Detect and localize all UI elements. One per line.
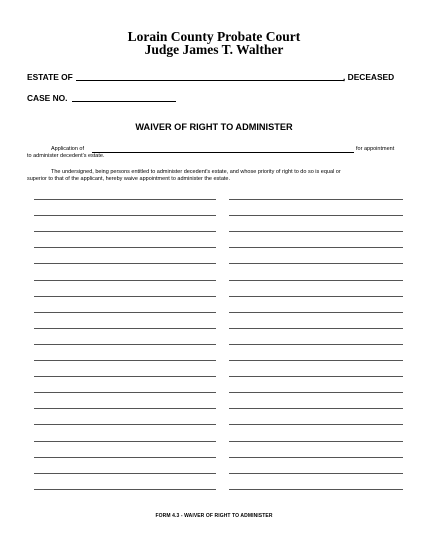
signature-line[interactable] <box>229 441 403 442</box>
signature-line[interactable] <box>34 312 216 313</box>
case-no-label: CASE NO. <box>27 93 68 103</box>
signature-line[interactable] <box>34 231 216 232</box>
judge-name: Judge James T. Walther <box>144 42 284 57</box>
applicant-name-field[interactable] <box>92 152 354 153</box>
signature-line[interactable] <box>34 247 216 248</box>
application-suffix: for appointment <box>356 146 395 152</box>
signature-line[interactable] <box>34 489 216 490</box>
signature-line[interactable] <box>229 199 403 200</box>
undersigned-line-1: The undersigned, being persons entitled to administer decedent's estate, and whose priority of right to do so is equal or <box>51 169 341 175</box>
signature-line[interactable] <box>229 312 403 313</box>
signature-line[interactable] <box>34 280 216 281</box>
signature-line[interactable] <box>229 457 403 458</box>
signature-line[interactable] <box>229 328 403 329</box>
signature-line[interactable] <box>34 344 216 345</box>
form-footer: FORM 4.3 - WAIVER OF RIGHT TO ADMINISTER <box>155 513 273 519</box>
signature-line[interactable] <box>34 328 216 329</box>
court-name: Lorain County Probate Court <box>127 29 301 44</box>
deceased-label: , DECEASED <box>343 72 395 82</box>
signature-line[interactable] <box>34 473 216 474</box>
signature-line[interactable] <box>229 360 403 361</box>
signature-line[interactable] <box>34 424 216 425</box>
signature-line[interactable] <box>229 473 403 474</box>
signature-line[interactable] <box>34 392 216 393</box>
signature-line[interactable] <box>34 296 216 297</box>
signature-line[interactable] <box>229 489 403 490</box>
estate-of-label: ESTATE OF <box>27 72 73 82</box>
estate-name-field[interactable] <box>76 80 344 81</box>
signature-line[interactable] <box>229 296 403 297</box>
signature-line[interactable] <box>229 280 403 281</box>
signature-line[interactable] <box>229 215 403 216</box>
undersigned-line-2: superior to that of the applicant, hereby waive appointment to administer the estate. <box>27 176 231 182</box>
signature-line[interactable] <box>229 231 403 232</box>
signature-line[interactable] <box>34 360 216 361</box>
signature-line[interactable] <box>229 344 403 345</box>
signature-line[interactable] <box>229 392 403 393</box>
signature-line[interactable] <box>34 441 216 442</box>
signature-line[interactable] <box>34 263 216 264</box>
signature-line[interactable] <box>34 199 216 200</box>
signature-line[interactable] <box>229 376 403 377</box>
application-prefix: Application of <box>51 146 85 152</box>
signature-line[interactable] <box>34 215 216 216</box>
signature-line[interactable] <box>34 376 216 377</box>
signature-line[interactable] <box>229 408 403 409</box>
signature-line[interactable] <box>229 263 403 264</box>
signature-line[interactable] <box>229 247 403 248</box>
case-number-field[interactable] <box>72 101 176 102</box>
application-line-2: to administer decedent's estate. <box>27 153 105 159</box>
form-title: WAIVER OF RIGHT TO ADMINISTER <box>135 122 293 132</box>
signature-line[interactable] <box>34 408 216 409</box>
signature-line[interactable] <box>229 424 403 425</box>
signature-line[interactable] <box>34 457 216 458</box>
